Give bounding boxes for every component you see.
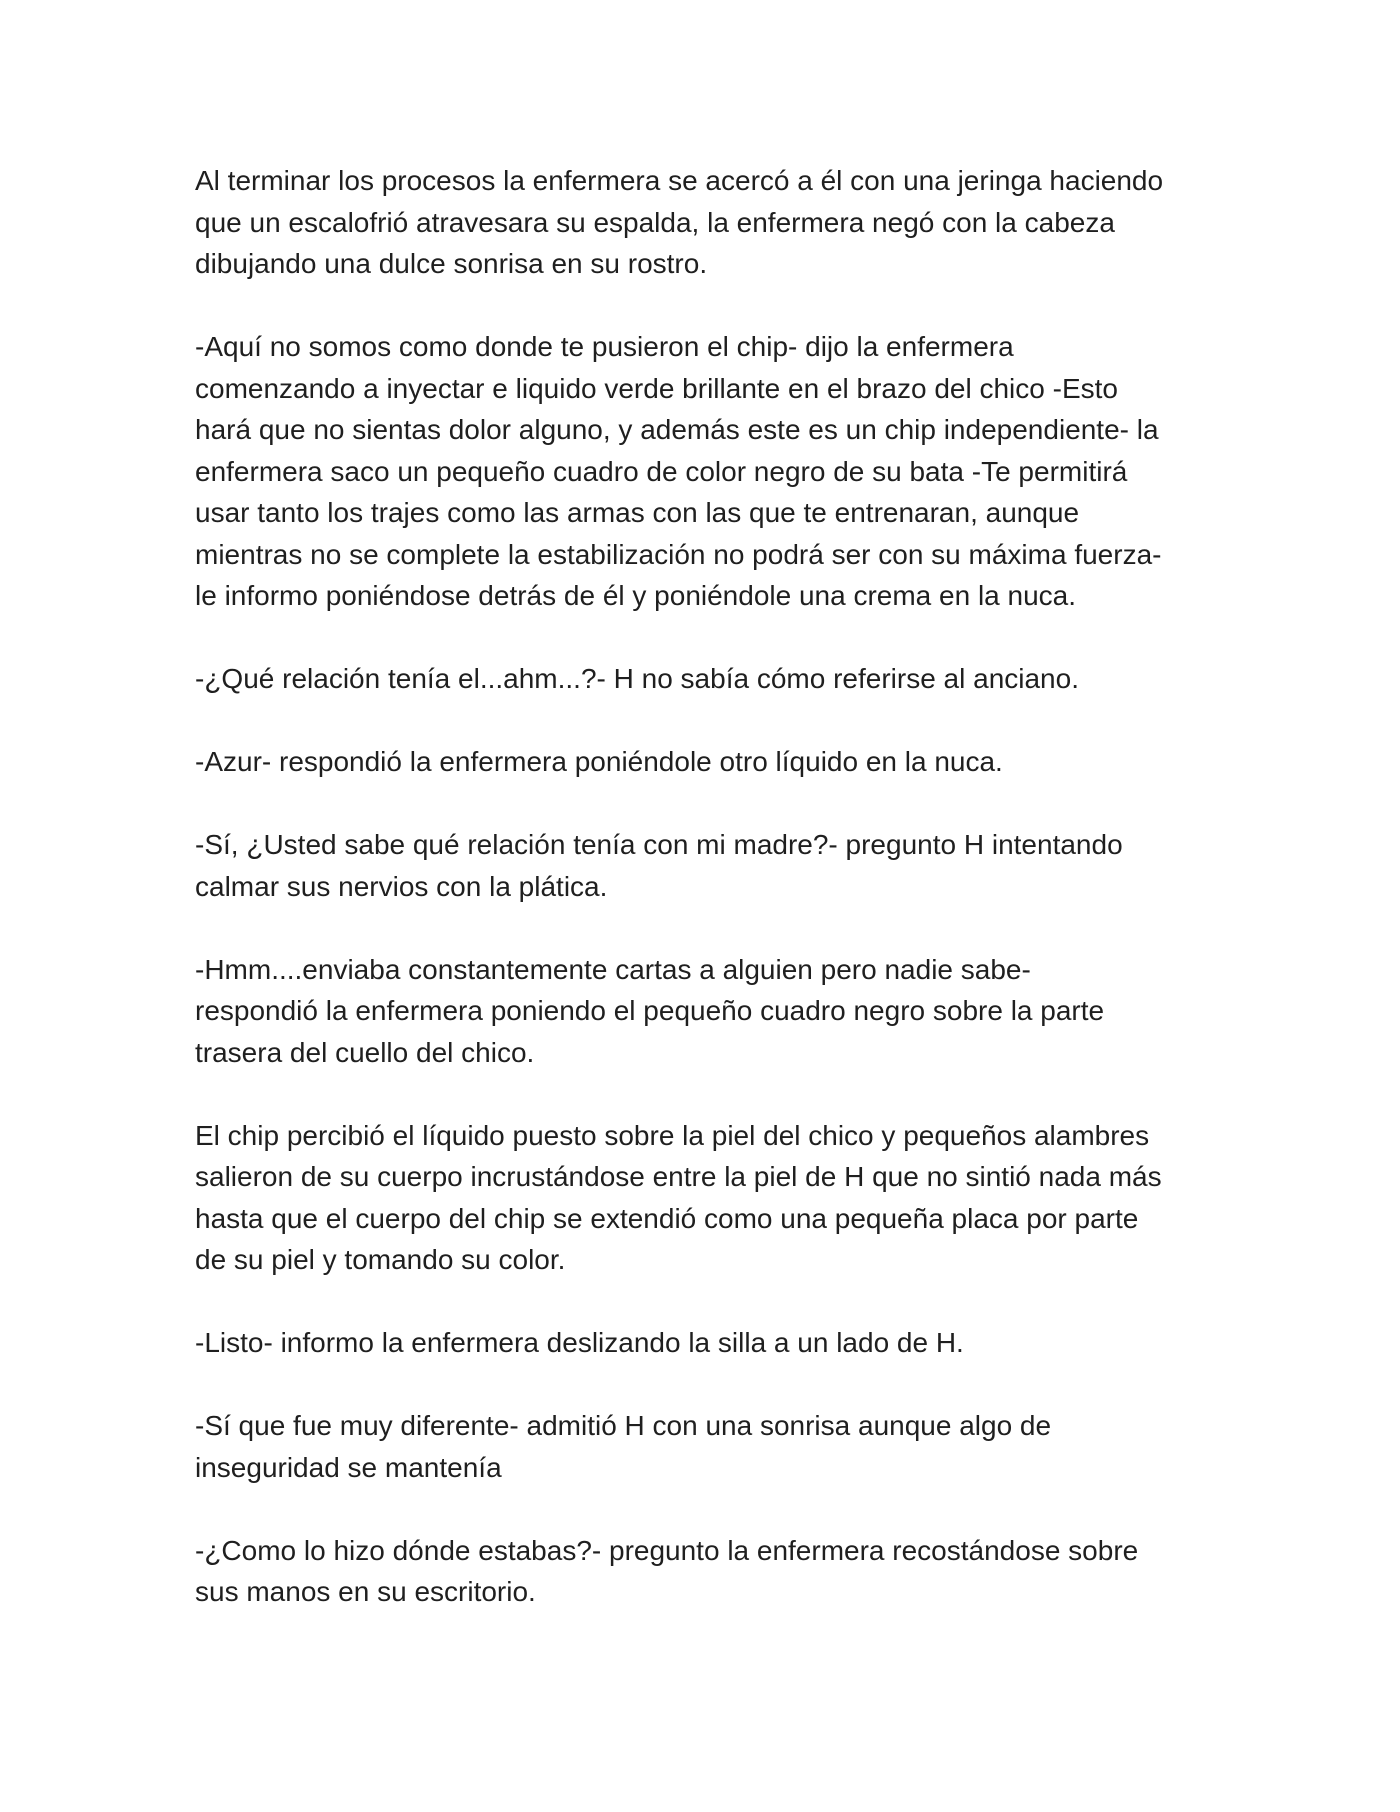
paragraph (195, 326, 1205, 617)
text-line: enfermera saco un pequeño cuadro de color negro de su bata -Te permitirá (195, 455, 1128, 487)
text-line: trasera del cuello del chico. (195, 1036, 535, 1068)
text-line: hará que no sientas dolor alguno, y además este es un chip independiente- la (195, 414, 1159, 445)
text-line: -Azur- respondió la enfermera poniéndole otro líquido en la nuca. (195, 746, 1003, 777)
text-line: de su piel y tomando su color. (195, 1244, 566, 1275)
paragraph (195, 824, 1205, 907)
text-line: le informo poniéndose detrás de él y poniéndole una crema en la nuca. (195, 580, 1077, 611)
text-line: que un escalofrió atravesara su espalda, la enfermera negó con la cabeza (195, 206, 1115, 238)
text-line: inseguridad se mantenía (195, 1451, 502, 1483)
text-line: sus manos en su escritorio. (195, 1576, 536, 1607)
text-line: hasta que el cuerpo del chip se extendió como una pequeña placa por parte (195, 1202, 1139, 1234)
paragraph (195, 1322, 1205, 1364)
text-line: dibujando una dulce sonrisa en su rostro. (195, 248, 708, 279)
paragraph (195, 1115, 1205, 1281)
text-line: respondió la enfermera poniendo el pequeño cuadro negro sobre la parte (195, 995, 1105, 1026)
text-line: -Listo- informo la enfermera deslizando la silla a un lado de H. (195, 1327, 964, 1358)
text-line: El chip percibió el líquido puesto sobre la piel del chico y pequeños alambres (195, 1119, 1150, 1151)
paragraph (195, 1530, 1205, 1613)
text-line: -Hmm....enviaba constantemente cartas a alguien pero nadie sabe- (195, 953, 1031, 985)
text-line: salieron de su cuerpo incrustándose entre la piel de H que no sintió nada más (195, 1161, 1162, 1192)
paragraph (195, 658, 1205, 700)
text-line: -¿Qué relación tenía el...ahm...?- H no sabía cómo referirse al anciano. (195, 663, 1079, 694)
document-body (195, 160, 1205, 1613)
text-line: -¿Como lo hizo dónde estabas?- pregunto la enfermera recostándose sobre (195, 1534, 1139, 1566)
text-line: Al terminar los procesos la enfermera se acercó a él con una jeringa haciendo (195, 165, 1164, 196)
paragraph (195, 741, 1205, 783)
text-line: mientras no se complete la estabilización no podrá ser con su máxima fuerza- (195, 538, 1162, 570)
text-line: comenzando a inyectar e liquido verde brillante en el brazo del chico -Esto (195, 372, 1118, 404)
text-line: -Sí que fue muy diferente- admitió H con una sonrisa aunque algo de (195, 1410, 1052, 1441)
paragraph (195, 1405, 1205, 1488)
paragraph (195, 949, 1205, 1074)
paragraph (195, 160, 1205, 285)
text-line: calmar sus nervios con la plática. (195, 870, 608, 902)
text-line: usar tanto los trajes como las armas con las que te entrenaran, aunque (195, 497, 1080, 528)
text-line: -Sí, ¿Usted sabe qué relación tenía con mi madre?- pregunto H intentando (195, 829, 1123, 860)
text-line: -Aquí no somos como donde te pusieron el chip- dijo la enfermera (195, 331, 1014, 362)
